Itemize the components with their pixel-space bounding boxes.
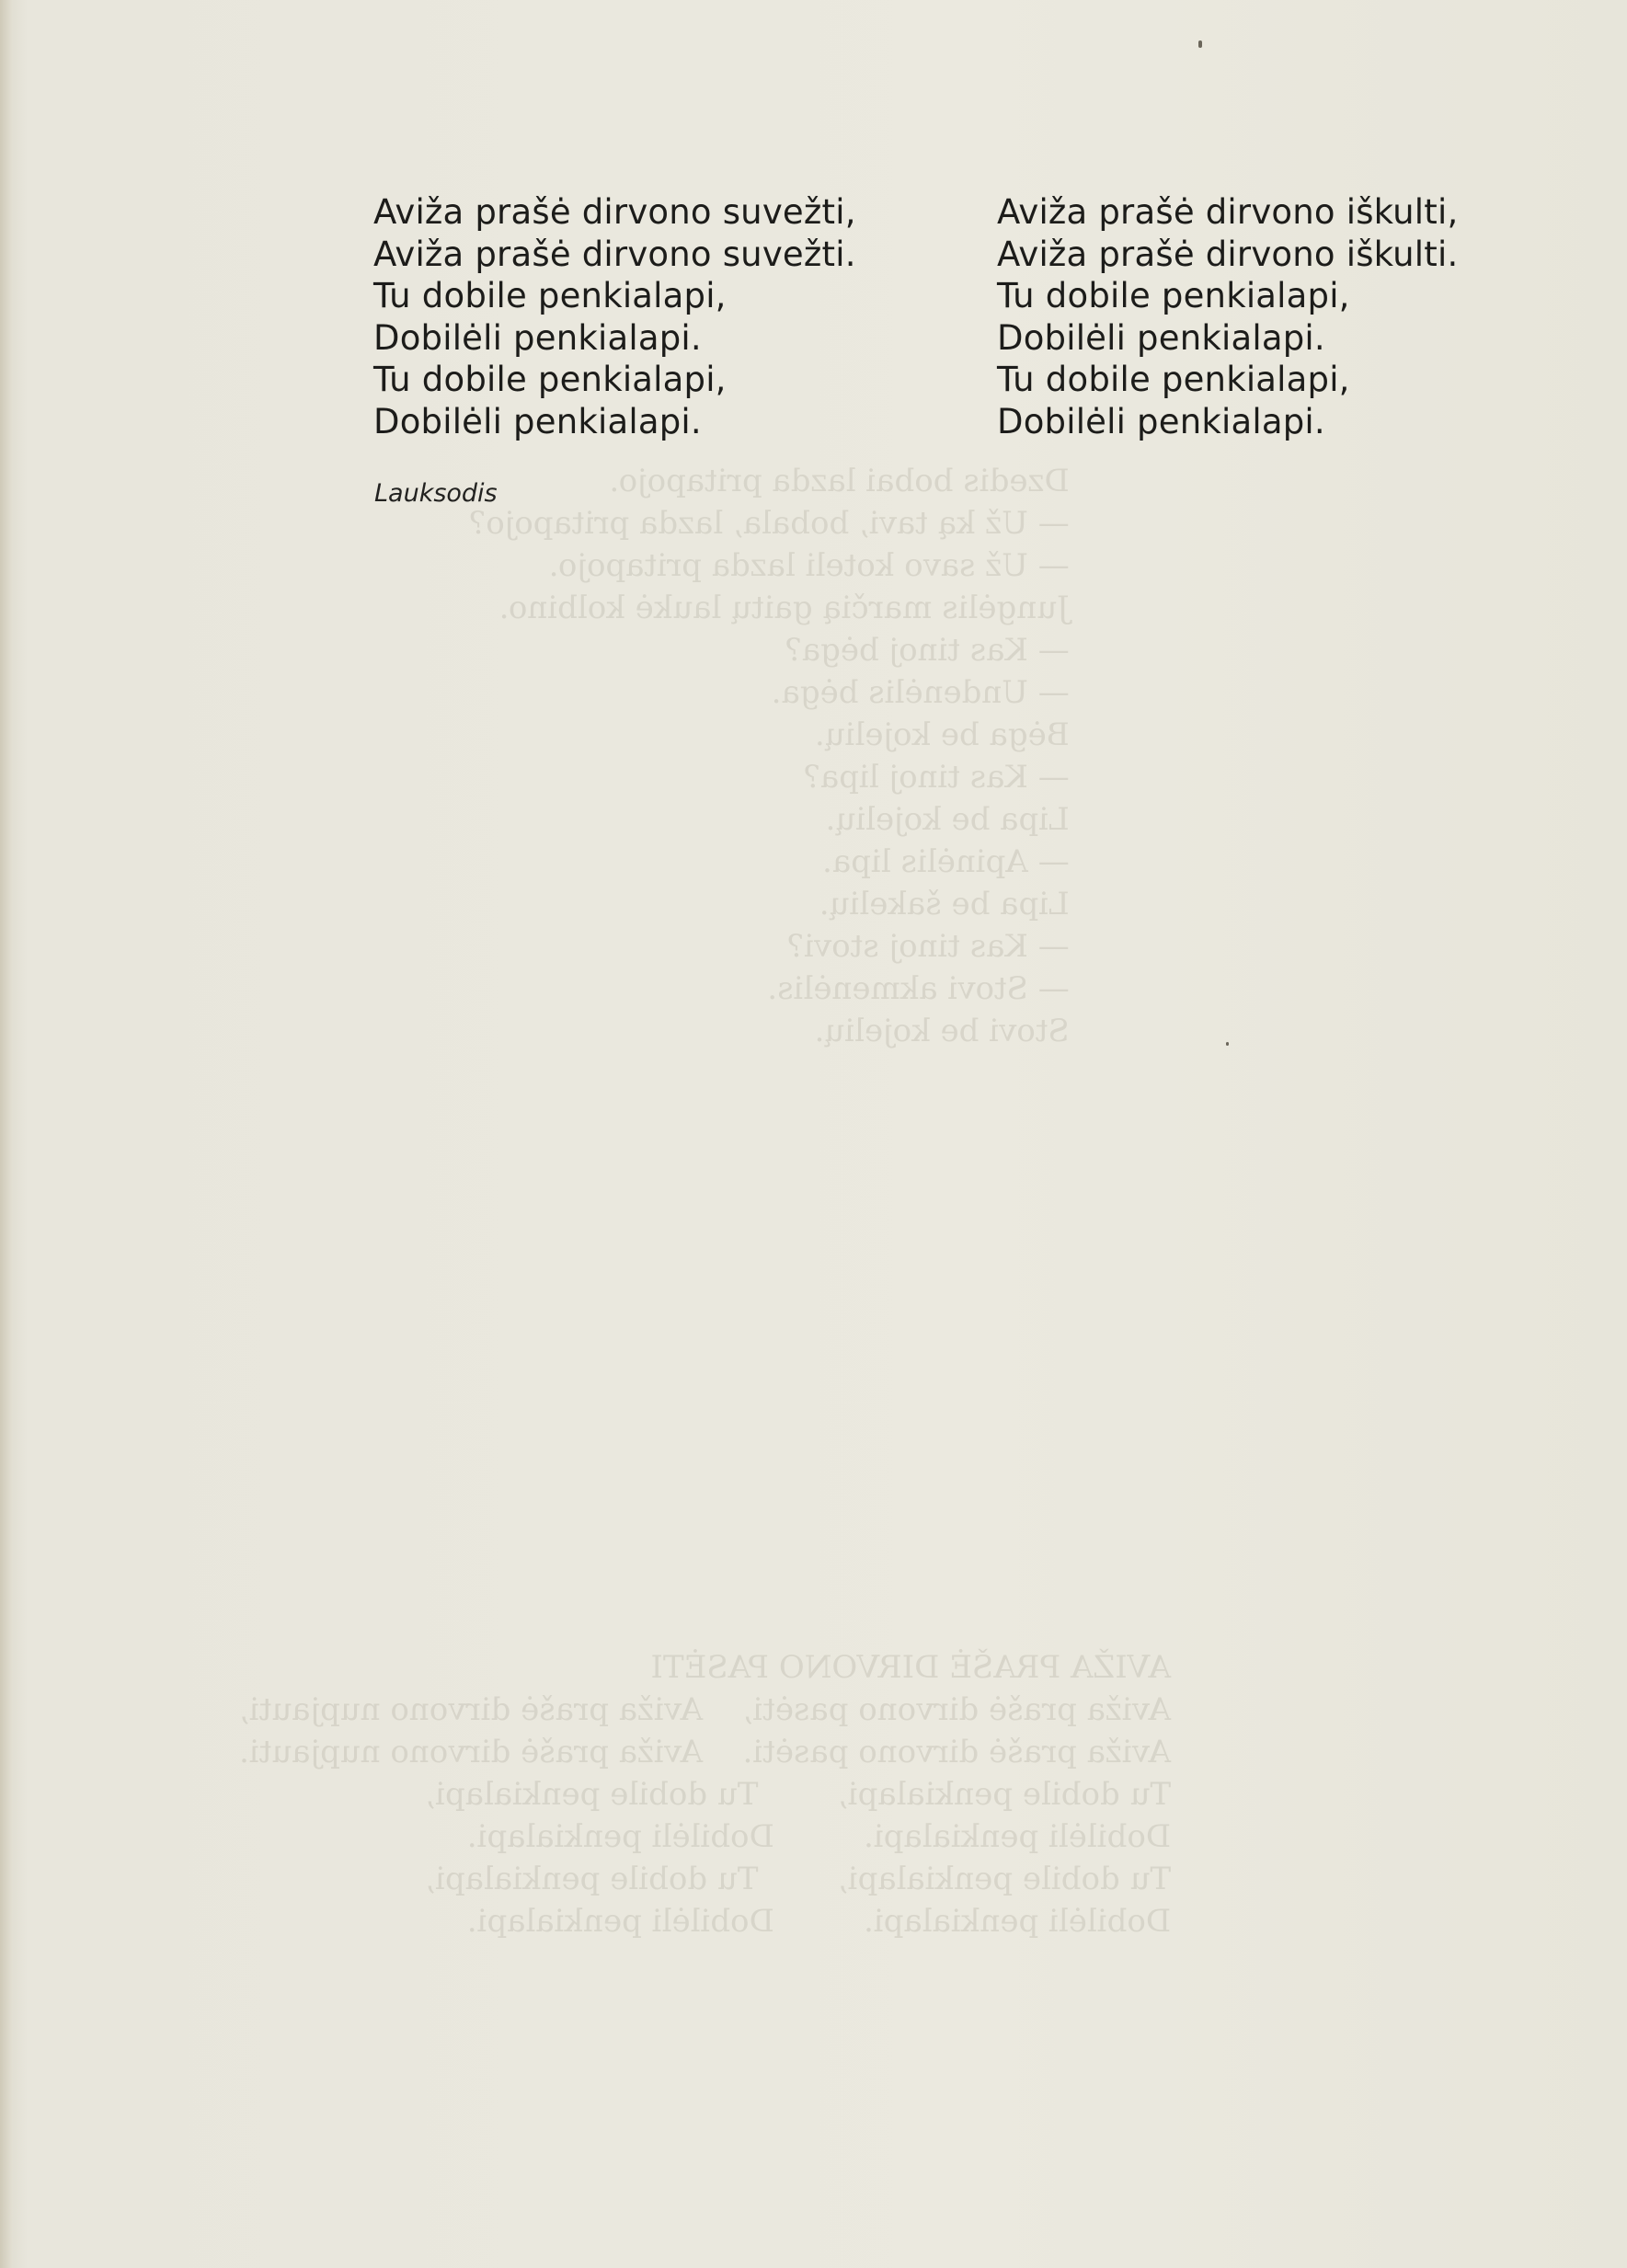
poem-line: Dobilėli penkialapi. (997, 401, 1325, 441)
poem-line: Dobilėli penkialapi. (997, 317, 1325, 358)
poem-line: Dobilėli penkialapi. (373, 401, 702, 441)
poem-right-column (997, 191, 1458, 443)
ink-speck (1198, 40, 1202, 48)
poem-line: Aviža prašė dirvono suvežti. (373, 234, 856, 274)
poem-line: Tu dobile penkialapi, (373, 276, 727, 316)
poem-left-column (373, 191, 856, 443)
poem-line: Tu dobile penkialapi, (373, 360, 727, 400)
bleed-through-text: Dzedis bobai lazda pritapojo. — Už ką tavi, bobala, lazda pritapojo? — Už savo koteli lazda pritapojo. Jungėlis marčią gaitų laukė kolbino. — Kas tinoj bėga? — Undenėlis bėga. Bėga be kojelių. — Kas tinoj lipa? Lipa be kojelių. — Apinėlis lipa. Lipa be šakelių. — Kas tinoj stovi? — Stovi akmenėlis. Stovi be kojelių. (469, 463, 1070, 1049)
poem-line: Tu dobile penkialapi, (997, 360, 1350, 400)
source-attribution: Lauksodis (374, 479, 498, 508)
ink-speck (1226, 1042, 1229, 1046)
poem-line: Tu dobile penkialapi, (997, 276, 1350, 316)
bleed-through-text: AVIŽA PRAŠĖ DIRVONO PASĖTI Aviža prašė dirvono pasėti, Aviža prašė dirvono nupjauti, Aviža prašė dirvono pasėti. Aviža prašė dirvono nupjauti. Tu dobile penkialapi, Tu dobile penkialapi, Dobilėli penkialapi. Dobilėli penkialapi. Tu dobile penkialapi, Tu dobile penkialapi, Dobilėli penkialapi. Dobilėli penkialapi. (239, 1649, 1172, 1940)
poem-line: Dobilėli penkialapi. (373, 317, 702, 358)
poem-line: Aviža prašė dirvono suvežti, (373, 192, 856, 232)
poem-line: Aviža prašė dirvono iškulti. (997, 234, 1459, 274)
binding-edge (0, 0, 13, 2268)
poem-line: Aviža prašė dirvono iškulti, (997, 192, 1459, 232)
